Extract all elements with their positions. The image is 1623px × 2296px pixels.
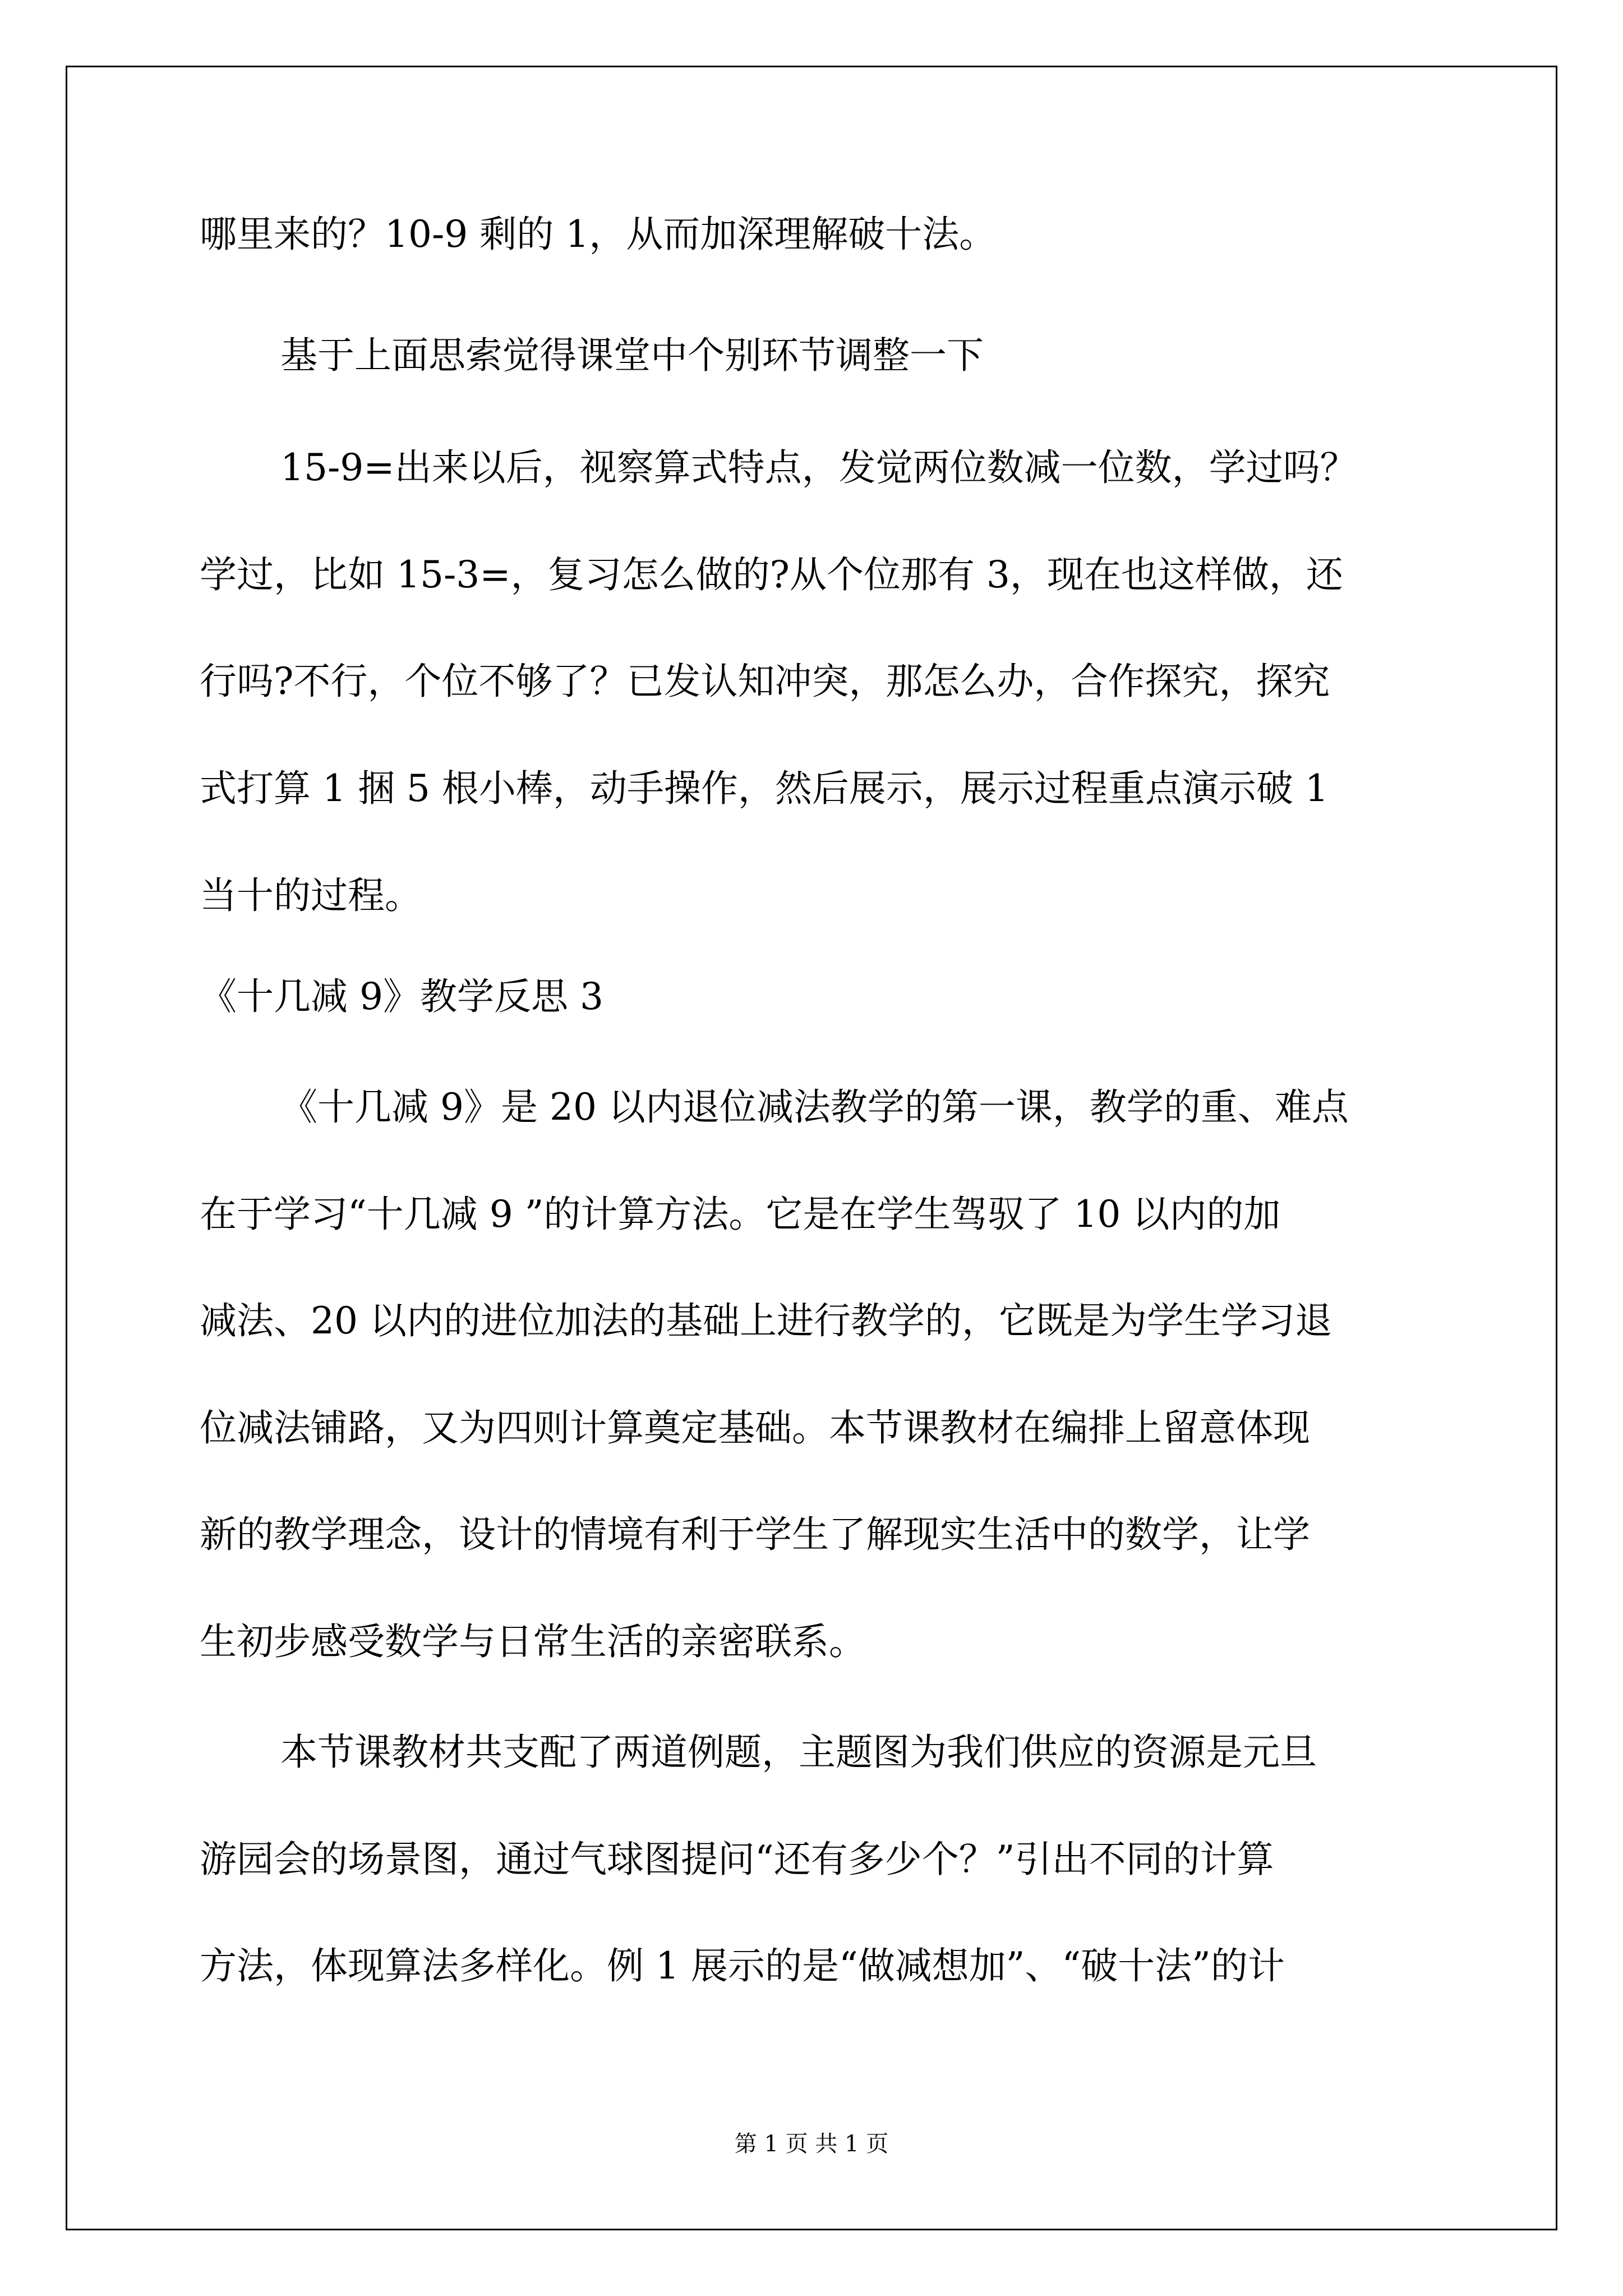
- text-line: 当十的过程。: [200, 874, 422, 917]
- text-line: 游园会的场景图，通过气球图提问“还有多少个？”引出不同的计算: [200, 1838, 1274, 1881]
- text-line: 减法、20 以内的进位加法的基础上进行教学的，它既是为学生学习退: [200, 1299, 1332, 1342]
- page-border: [66, 66, 1557, 2230]
- text-line: 15-9=出来以后，视察算式特点，发觉两位数减一位数，学过吗？: [280, 446, 1357, 489]
- text-line: 基于上面思索觉得课堂中个别环节调整一下: [280, 334, 984, 377]
- text-line: 本节课教材共支配了两道例题，主题图为我们供应的资源是元旦: [280, 1731, 1317, 1774]
- text-line: 式打算 1 捆 5 根小棒，动手操作，然后展示，展示过程重点演示破 1: [200, 767, 1329, 810]
- page-footer: 第 1 页 共 1 页: [734, 2131, 889, 2157]
- text-line: 位减法铺路，又为四则计算奠定基础。本节课教材在编排上留意体现: [200, 1406, 1310, 1450]
- text-line: 哪里来的？10-9 剩的 1，从而加深理解破十法。: [200, 213, 997, 256]
- section-heading: 《十几减 9》教学反思 3: [200, 975, 603, 1018]
- text-line: 学过，比如 15-3=，复习怎么做的?从个位那有 3，现在也这样做，还: [200, 553, 1343, 596]
- text-line: 新的教学理念，设计的情境有利于学生了解现实生活中的数学，让学: [200, 1513, 1310, 1556]
- text-line: 《十几减 9》是 20 以内退位减法教学的第一课，教学的重、难点: [280, 1085, 1349, 1129]
- text-line: 生初步感受数学与日常生活的亲密联系。: [200, 1620, 866, 1663]
- text-line: 方法，体现算法多样化。例 1 展示的是“做减想加”、“破十法”的计: [200, 1944, 1285, 1987]
- text-line: 在于学习“十几减 9 ”的计算方法。它是在学生驾驭了 10 以内的加: [200, 1193, 1281, 1236]
- text-line: 行吗?不行，个位不够了？已发认知冲突，那怎么办，合作探究，探究: [200, 660, 1330, 703]
